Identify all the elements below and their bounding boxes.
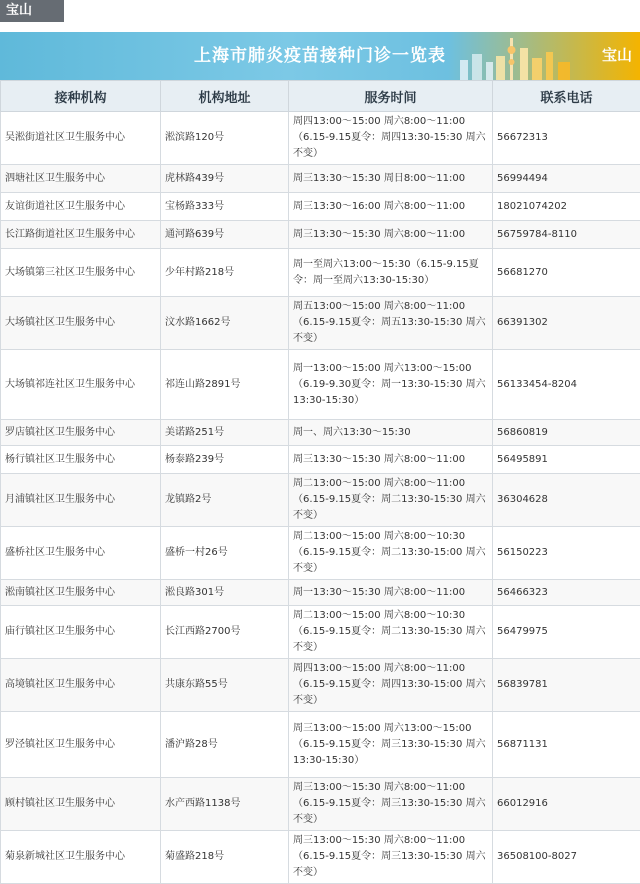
cell-address: 汶水路1662号	[161, 297, 289, 350]
cell-hours: 周三13:30～16:00 周六8:00～11:00	[289, 193, 493, 221]
table-row	[1, 193, 640, 221]
cell-phone: 66012916	[493, 778, 640, 831]
cell-hours: 周三13:30～15:30 周六8:00～11:00	[289, 446, 493, 474]
cell-institution: 罗店镇社区卫生服务中心	[1, 420, 161, 446]
cell-phone: 36304628	[493, 474, 640, 527]
cell-hours: 周一13:00～15:00 周六13:00～15:00（6.19-9.30夏令：周一13:30-15:30 周六13:30-15:30）	[289, 350, 493, 420]
cell-hours: 周四13:00～15:00 周六8:00～11:00（6.15-9.15夏令：周四13:30-15:00 周六不变）	[289, 659, 493, 712]
cell-address: 龙镇路2号	[161, 474, 289, 527]
cell-hours: 周一至周六13:00～15:30（6.15-9.15夏令：周一至周六13:30-15:30）	[289, 249, 493, 297]
cell-hours: 周三13:00～15:30 周六8:00～11:00（6.15-9.15夏令：周三13:30-15:30 周六不变）	[289, 831, 493, 884]
table-row	[1, 778, 640, 831]
cell-hours: 周二13:00～15:00 周六8:00～10:30（6.15-9.15夏令：周二13:30-15:00 周六不变）	[289, 527, 493, 580]
cell-address: 淞良路301号	[161, 580, 289, 606]
table-row	[1, 350, 640, 420]
cell-institution: 月浦镇社区卫生服务中心	[1, 474, 161, 527]
cell-hours: 周一13:30～15:30 周六8:00～11:00	[289, 580, 493, 606]
cell-hours: 周四13:00～15:00 周六8:00～11:00（6.15-9.15夏令：周四13:30-15:30 周六不变）	[289, 112, 493, 165]
cell-address: 盛桥一村26号	[161, 527, 289, 580]
cell-address: 祁连山路2891号	[161, 350, 289, 420]
table-row	[1, 221, 640, 249]
cell-hours: 周三13:30～15:30 周日8:00～11:00	[289, 165, 493, 193]
table-row	[1, 165, 640, 193]
cell-address: 菊盛路218号	[161, 831, 289, 884]
cell-phone: 56495891	[493, 446, 640, 474]
cell-phone: 56479975	[493, 606, 640, 659]
cell-phone: 56839781	[493, 659, 640, 712]
table-row	[1, 712, 640, 778]
cell-hours: 周一、周六13:30～15:30	[289, 420, 493, 446]
cell-phone: 56871131	[493, 712, 640, 778]
cell-phone: 56672313	[493, 112, 640, 165]
table-row	[1, 446, 640, 474]
cell-phone: 66391302	[493, 297, 640, 350]
district-tag: 宝山	[0, 0, 64, 22]
cell-phone: 56860819	[493, 420, 640, 446]
cell-address: 少年村路218号	[161, 249, 289, 297]
cell-institution: 淞南镇社区卫生服务中心	[1, 580, 161, 606]
cell-phone: 56150223	[493, 527, 640, 580]
cell-institution: 庙行镇社区卫生服务中心	[1, 606, 161, 659]
cell-hours: 周三13:30～15:30 周六8:00～11:00	[289, 221, 493, 249]
clinic-table	[0, 80, 640, 884]
cell-hours: 周二13:00～15:00 周六8:00～11:00（6.15-9.15夏令：周二13:30-15:30 周六不变）	[289, 474, 493, 527]
cell-address: 美诺路251号	[161, 420, 289, 446]
column-header-address: 机构地址	[161, 81, 289, 112]
cell-phone: 56759784-8110	[493, 221, 640, 249]
table-header-row	[1, 81, 640, 112]
cell-address: 杨泰路239号	[161, 446, 289, 474]
cell-institution: 大场镇祁连社区卫生服务中心	[1, 350, 161, 420]
cell-hours: 周二13:00～15:00 周六8:00～10:30（6.15-9.15夏令：周二13:30-15:30 周六不变）	[289, 606, 493, 659]
cell-institution: 大场镇第三社区卫生服务中心	[1, 249, 161, 297]
cell-institution: 罗泾镇社区卫生服务中心	[1, 712, 161, 778]
table-row	[1, 474, 640, 527]
cell-hours: 周五13:00～15:00 周六8:00～11:00（6.15-9.15夏令：周五13:30-15:30 周六不变）	[289, 297, 493, 350]
table-row	[1, 831, 640, 884]
cell-address: 水产西路1138号	[161, 778, 289, 831]
column-header-hours: 服务时间	[289, 81, 493, 112]
cell-address: 潘沪路28号	[161, 712, 289, 778]
cell-institution: 吴淞街道社区卫生服务中心	[1, 112, 161, 165]
cell-institution: 顾村镇社区卫生服务中心	[1, 778, 161, 831]
table-row	[1, 297, 640, 350]
cell-phone: 56681270	[493, 249, 640, 297]
table-row	[1, 606, 640, 659]
table-row	[1, 249, 640, 297]
cell-address: 虎林路439号	[161, 165, 289, 193]
cell-address: 淞滨路120号	[161, 112, 289, 165]
table-row	[1, 112, 640, 165]
table-row	[1, 420, 640, 446]
table-row	[1, 659, 640, 712]
cell-address: 通河路639号	[161, 221, 289, 249]
cell-address: 共康东路55号	[161, 659, 289, 712]
column-header-phone: 联系电话	[493, 81, 640, 112]
cell-phone: 56466323	[493, 580, 640, 606]
cell-address: 长江西路2700号	[161, 606, 289, 659]
cell-institution: 长江路街道社区卫生服务中心	[1, 221, 161, 249]
cell-institution: 菊泉新城社区卫生服务中心	[1, 831, 161, 884]
table-row	[1, 527, 640, 580]
cell-institution: 大场镇社区卫生服务中心	[1, 297, 161, 350]
cell-phone: 18021074202	[493, 193, 640, 221]
title-banner	[0, 32, 640, 80]
cell-institution: 泗塘社区卫生服务中心	[1, 165, 161, 193]
cell-hours: 周三13:00～15:00 周六13:00～15:00（6.15-9.15夏令：周三13:30-15:30 周六 13:30-15:30）	[289, 712, 493, 778]
cell-address: 宝杨路333号	[161, 193, 289, 221]
banner-district-label: 宝山	[602, 44, 632, 65]
cell-phone: 36508100-8027	[493, 831, 640, 884]
page-title: 上海市肺炎疫苗接种门诊一览表	[0, 32, 640, 80]
cell-institution: 杨行镇社区卫生服务中心	[1, 446, 161, 474]
cell-hours: 周三13:00～15:30 周六8:00～11:00（6.15-9.15夏令：周三13:30-15:30 周六不变）	[289, 778, 493, 831]
cell-phone: 56133454-8204	[493, 350, 640, 420]
cell-institution: 友谊街道社区卫生服务中心	[1, 193, 161, 221]
table-row	[1, 580, 640, 606]
cell-institution: 盛桥社区卫生服务中心	[1, 527, 161, 580]
cell-phone: 56994494	[493, 165, 640, 193]
column-header-institution: 接种机构	[1, 81, 161, 112]
cell-institution: 高境镇社区卫生服务中心	[1, 659, 161, 712]
